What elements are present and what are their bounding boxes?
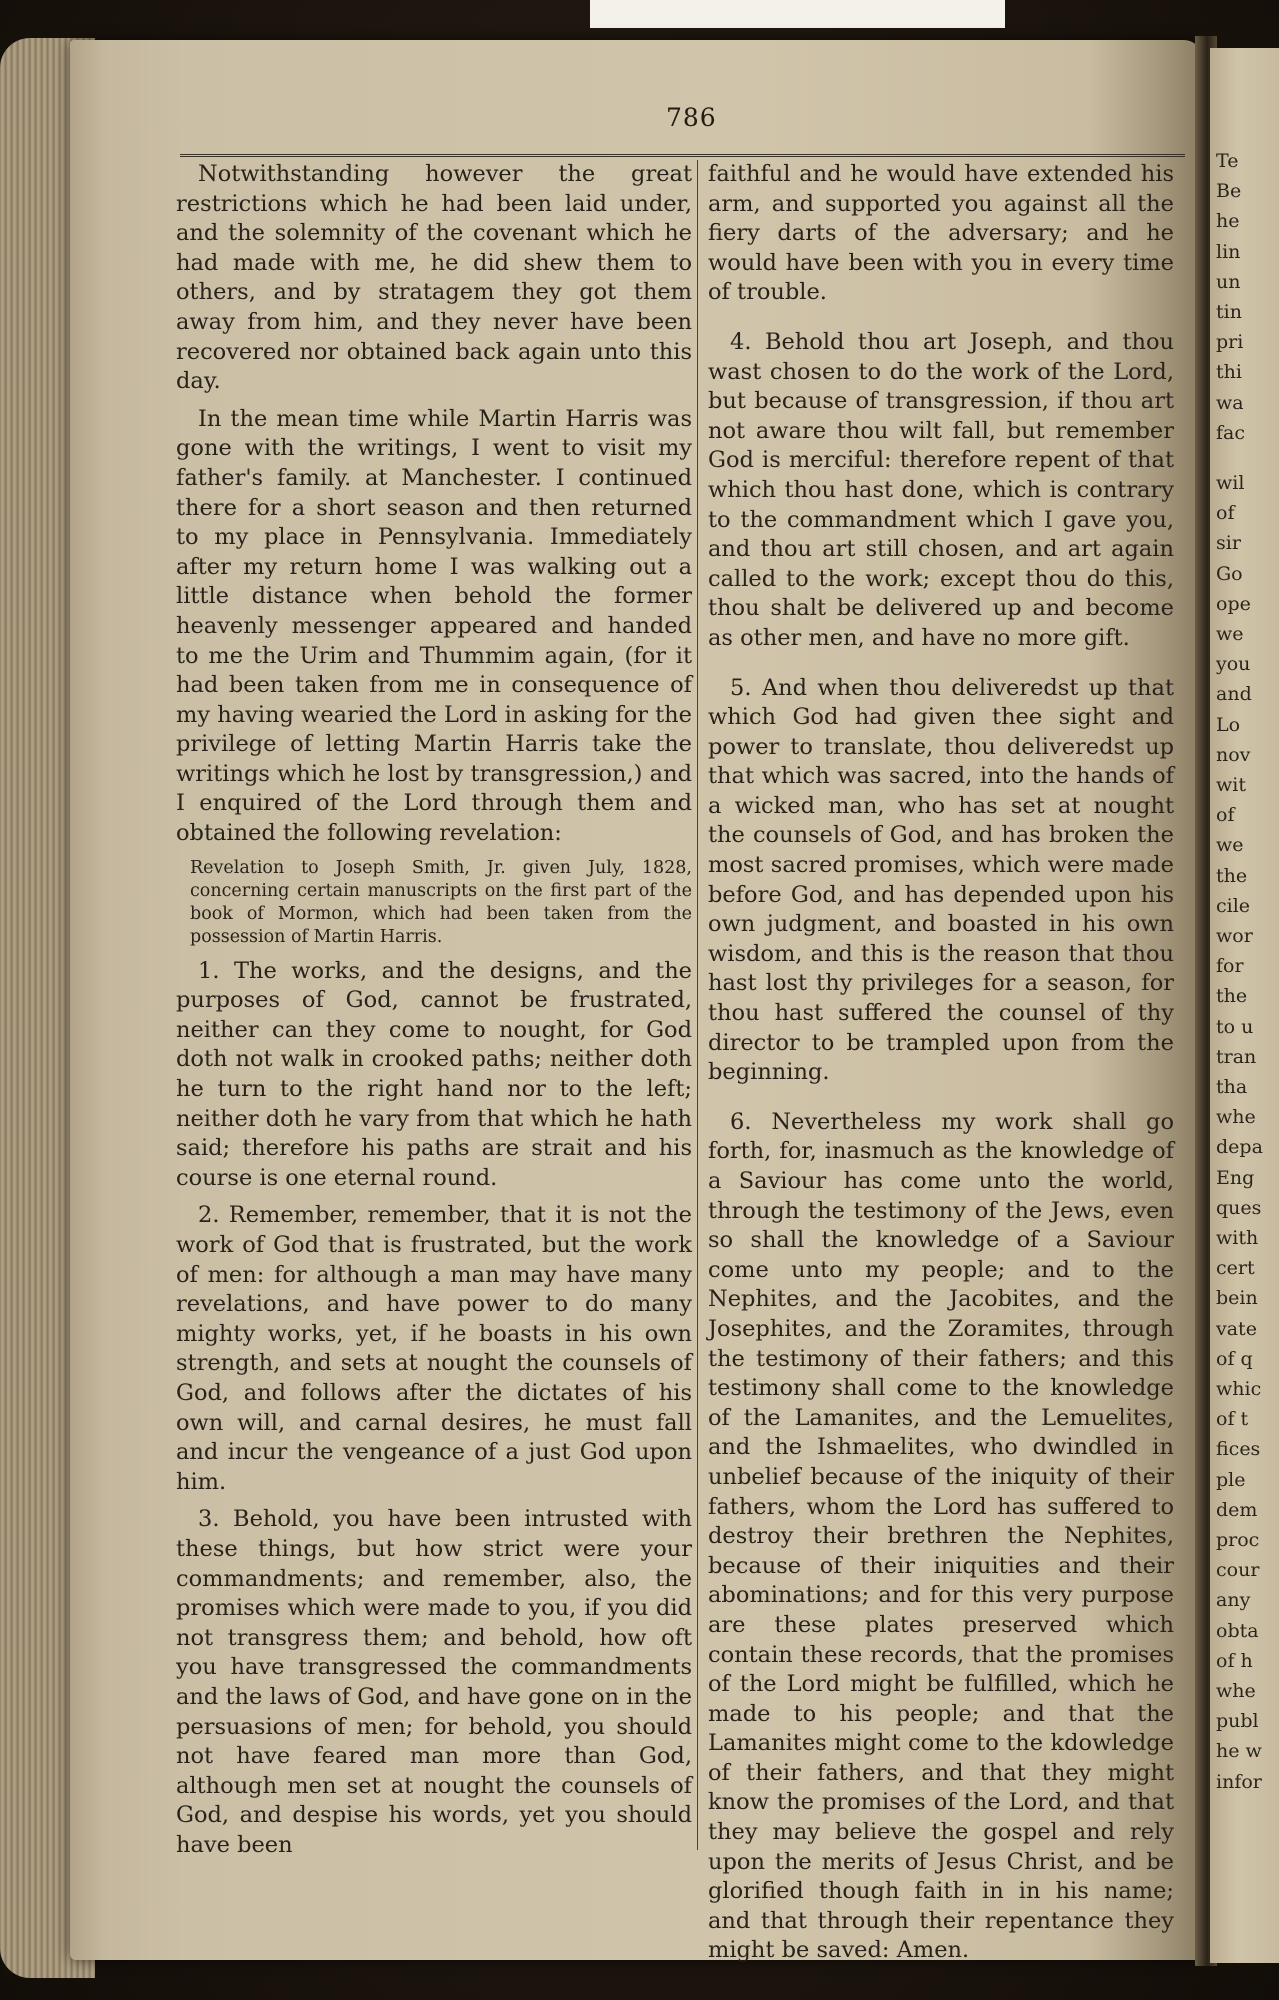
facing-page-fragment: the [1216,864,1248,887]
facing-page-fragment: any [1216,1589,1251,1612]
facing-page-fragment: dem [1216,1498,1258,1521]
facing-page-fragment: lin [1216,240,1241,263]
facing-page-fragment: we [1216,623,1244,645]
facing-page-fragment: of [1216,502,1235,525]
facing-page-fragment: tin [1216,301,1242,323]
facing-page-fragment: depa [1216,1136,1263,1159]
background-strip [590,0,1005,28]
verse-3: 3. Behold, you have been intrusted with these things, but how strict were your commandments; and remember, also, the promises which were made to you, if you did not transgress them; and behold, how oft you have transgressed the commandments and the laws of God, and have gone on in the persuasions of men; for behold, you should not have feared man more than God, although men set at nought the counsels of God, and despise his words, yet you should have been [176,1506,692,1858]
facing-page-fragment: pri [1216,331,1244,354]
verse-3-continued: faithful and he would have extended his arm, and supported you against all the fiery darts of the adversary; and he would have been with you in every time of trouble. [708,161,1174,306]
facing-page-fragment: of t [1216,1408,1249,1431]
verse-4: 4. Behold thou art Joseph, and thou wast chosen to do the work of the Lord, but because of transgression, if thou art not aware thou wilt fall, but remember God is merciful: therefore repent of that which thou hast done, which is contrary to the commandment which I gave you, and thou art still chosen, and art again called to the work; except thou do this, thou shalt be delivered up and become as other men, and have no more gift. [708,328,1174,651]
left-column [176,160,692,1860]
facing-page-fragment: fac [1216,421,1246,444]
facing-page-fragment: Eng [1216,1166,1255,1189]
facing-page-fragment: of q [1216,1347,1253,1370]
facing-page-fragment: obta [1216,1619,1259,1642]
revelation-headnote: Revelation to Joseph Smith, Jr. given July, 1828, concerning certain manuscripts on the first part of the book of Mormon, which had been taken from the possession of Martin Harris. [190,857,692,947]
facing-page-fragment: bein [1216,1287,1258,1310]
facing-page-fragment: cour [1216,1559,1260,1582]
page-number: 786 [666,103,717,132]
facing-page-fragment: nov [1216,743,1251,766]
facing-page-fragment: thi [1216,361,1242,384]
facing-page-fragment: you [1216,653,1251,676]
verse-2: 2. Remember, remember, that it is not the work of God that is frustrated, but the work of men: for although a man may have many revelations, and have power to do many mighty works, yet, if he boasts in his own strength, and sets at nought the counsels of God, and follows after the dictates of his own will, and carnal desires, he must fall and incur the vengeance of a just God upon him. [176,1202,692,1495]
facing-page-fragment: un [1216,270,1241,293]
facing-page-fragment: of h [1216,1649,1253,1672]
facing-page-fragment: whic [1216,1378,1262,1400]
facing-page-fragment: proc [1216,1529,1260,1551]
facing-page-fragment: and [1216,683,1252,706]
facing-page-fragment: with [1216,1227,1259,1249]
right-column [708,160,1174,1966]
facing-page-fragment: sir [1216,532,1241,555]
facing-page-fragment: ple [1216,1468,1246,1491]
facing-page-fragment: wit [1216,774,1246,796]
facing-page-fragment: Be [1216,180,1242,203]
facing-page-fragment: publ [1216,1710,1259,1733]
verse-6: 6. Nevertheless my work shall go forth, for, inasmuch as the knowledge of a Saviour has come unto the world, through the testimony of the Jews, even so shall the knowledge of a Saviour come unto my people; and to the Nephites, and the Jacobites, and the Josephites, and the Zoramites, through the testimony of their fathers; and this testimony shall come to the knowledge of the Lamanites, and the Lemuelites, and the Ishmaelites, who dwindled in unbelief because of the iniquity of their fathers, whom the Lord has suffered to destroy their brethren the Nephites, because of their iniquities and their abominations; and for this very purpose are these plates preserved which contain these records, that the promises of the Lord might be fulfilled, which he made to his people; and that the Lamanites might come to the kdowledge of their fathers, and that they might know the promises of the Lord, and that they may believe the gospel and rely upon the merits of Jesus Christ, and be glorified though faith in in his name; and that through their repentance they might be saved: Amen. [708,1108,1174,1964]
facing-page-fragment: he [1216,210,1240,233]
facing-page-fragment: cile [1216,894,1251,917]
facing-page-fragment: tran [1216,1045,1257,1068]
verse-5: 5. And when thou deliveredst up that which God had given thee sight and power to translate, thou deliveredst up that which was sacred, into the hands of a wicked man, who has set at nought the counsels of God, and has broken the most sacred promises, which were made before God, and has depended upon his own judgment, and boasted in his own wisdom, and this is the reason that thou hast lost thy privileges for a season, for thou hast suffered the counsel of thy director to be trampled upon from the beginning. [708,674,1174,1086]
facing-page-fragment: Go [1216,562,1243,585]
facing-page-fragment: we [1216,834,1244,857]
facing-page-fragment: fices [1216,1438,1261,1461]
facing-page-fragment: the [1216,985,1248,1008]
facing-page-fragment: wa [1216,391,1244,414]
facing-page-fragment: wil [1216,472,1245,494]
facing-page-fragment: vate [1216,1317,1257,1340]
facing-page-fragment: of [1216,804,1235,827]
facing-page-fragment: wor [1216,925,1253,947]
column-divider [697,160,698,1850]
facing-page-fragment: he w [1216,1740,1262,1763]
facing-page-fragment: Te [1216,150,1239,172]
facing-page-fragment: ope [1216,592,1251,615]
verse-1: 1. The works, and the designs, and the purposes of God, cannot be frustrated, neither can they come to nought, for God doth not walk in crooked paths; neither doth he turn to the right hand nor to the left; neither doth he vary from that which he hath said; therefore his paths are strait and his course is one eternal round. [176,957,692,1191]
facing-page-edge [1210,48,1279,1963]
facing-page-fragment: Lo [1216,713,1241,736]
facing-page-fragment: to u [1216,1015,1254,1038]
facing-page-fragment: ques [1216,1196,1262,1219]
paragraph: Notwithstanding however the great restrictions which he had been laid under, and the solemnity of the covenant which he had made with me, he did shew them to others, and by stratagem they got them away from him, and they never have been recovered nor obtained back again unto this day. [176,161,692,395]
header-rule [180,154,1185,157]
facing-page-fragment: whe [1216,1680,1256,1702]
facing-page-fragment: cert [1216,1257,1255,1280]
facing-page-fragment: whe [1216,1106,1256,1129]
facing-page-fragment: tha [1216,1076,1248,1098]
paragraph: In the mean time while Martin Harris was gone with the writings, I went to visit my father's family. at Manchester. I continued there for a short season and then returned to my place in Pennsylvania. Immediately after my return home I was walking out a little distance when behold the former heavenly messenger appeared and handed to me the Urim and Thummim again, (for it had been taken from me in consequence of my having wearied the Lord in asking for the privilege of letting Martin Harris take the writings which he lost by transgression,) and I enquired of the Lord through them and obtained the following revelation: [176,405,692,847]
facing-page-fragment: infor [1216,1770,1262,1793]
facing-page-fragment: for [1216,955,1244,978]
